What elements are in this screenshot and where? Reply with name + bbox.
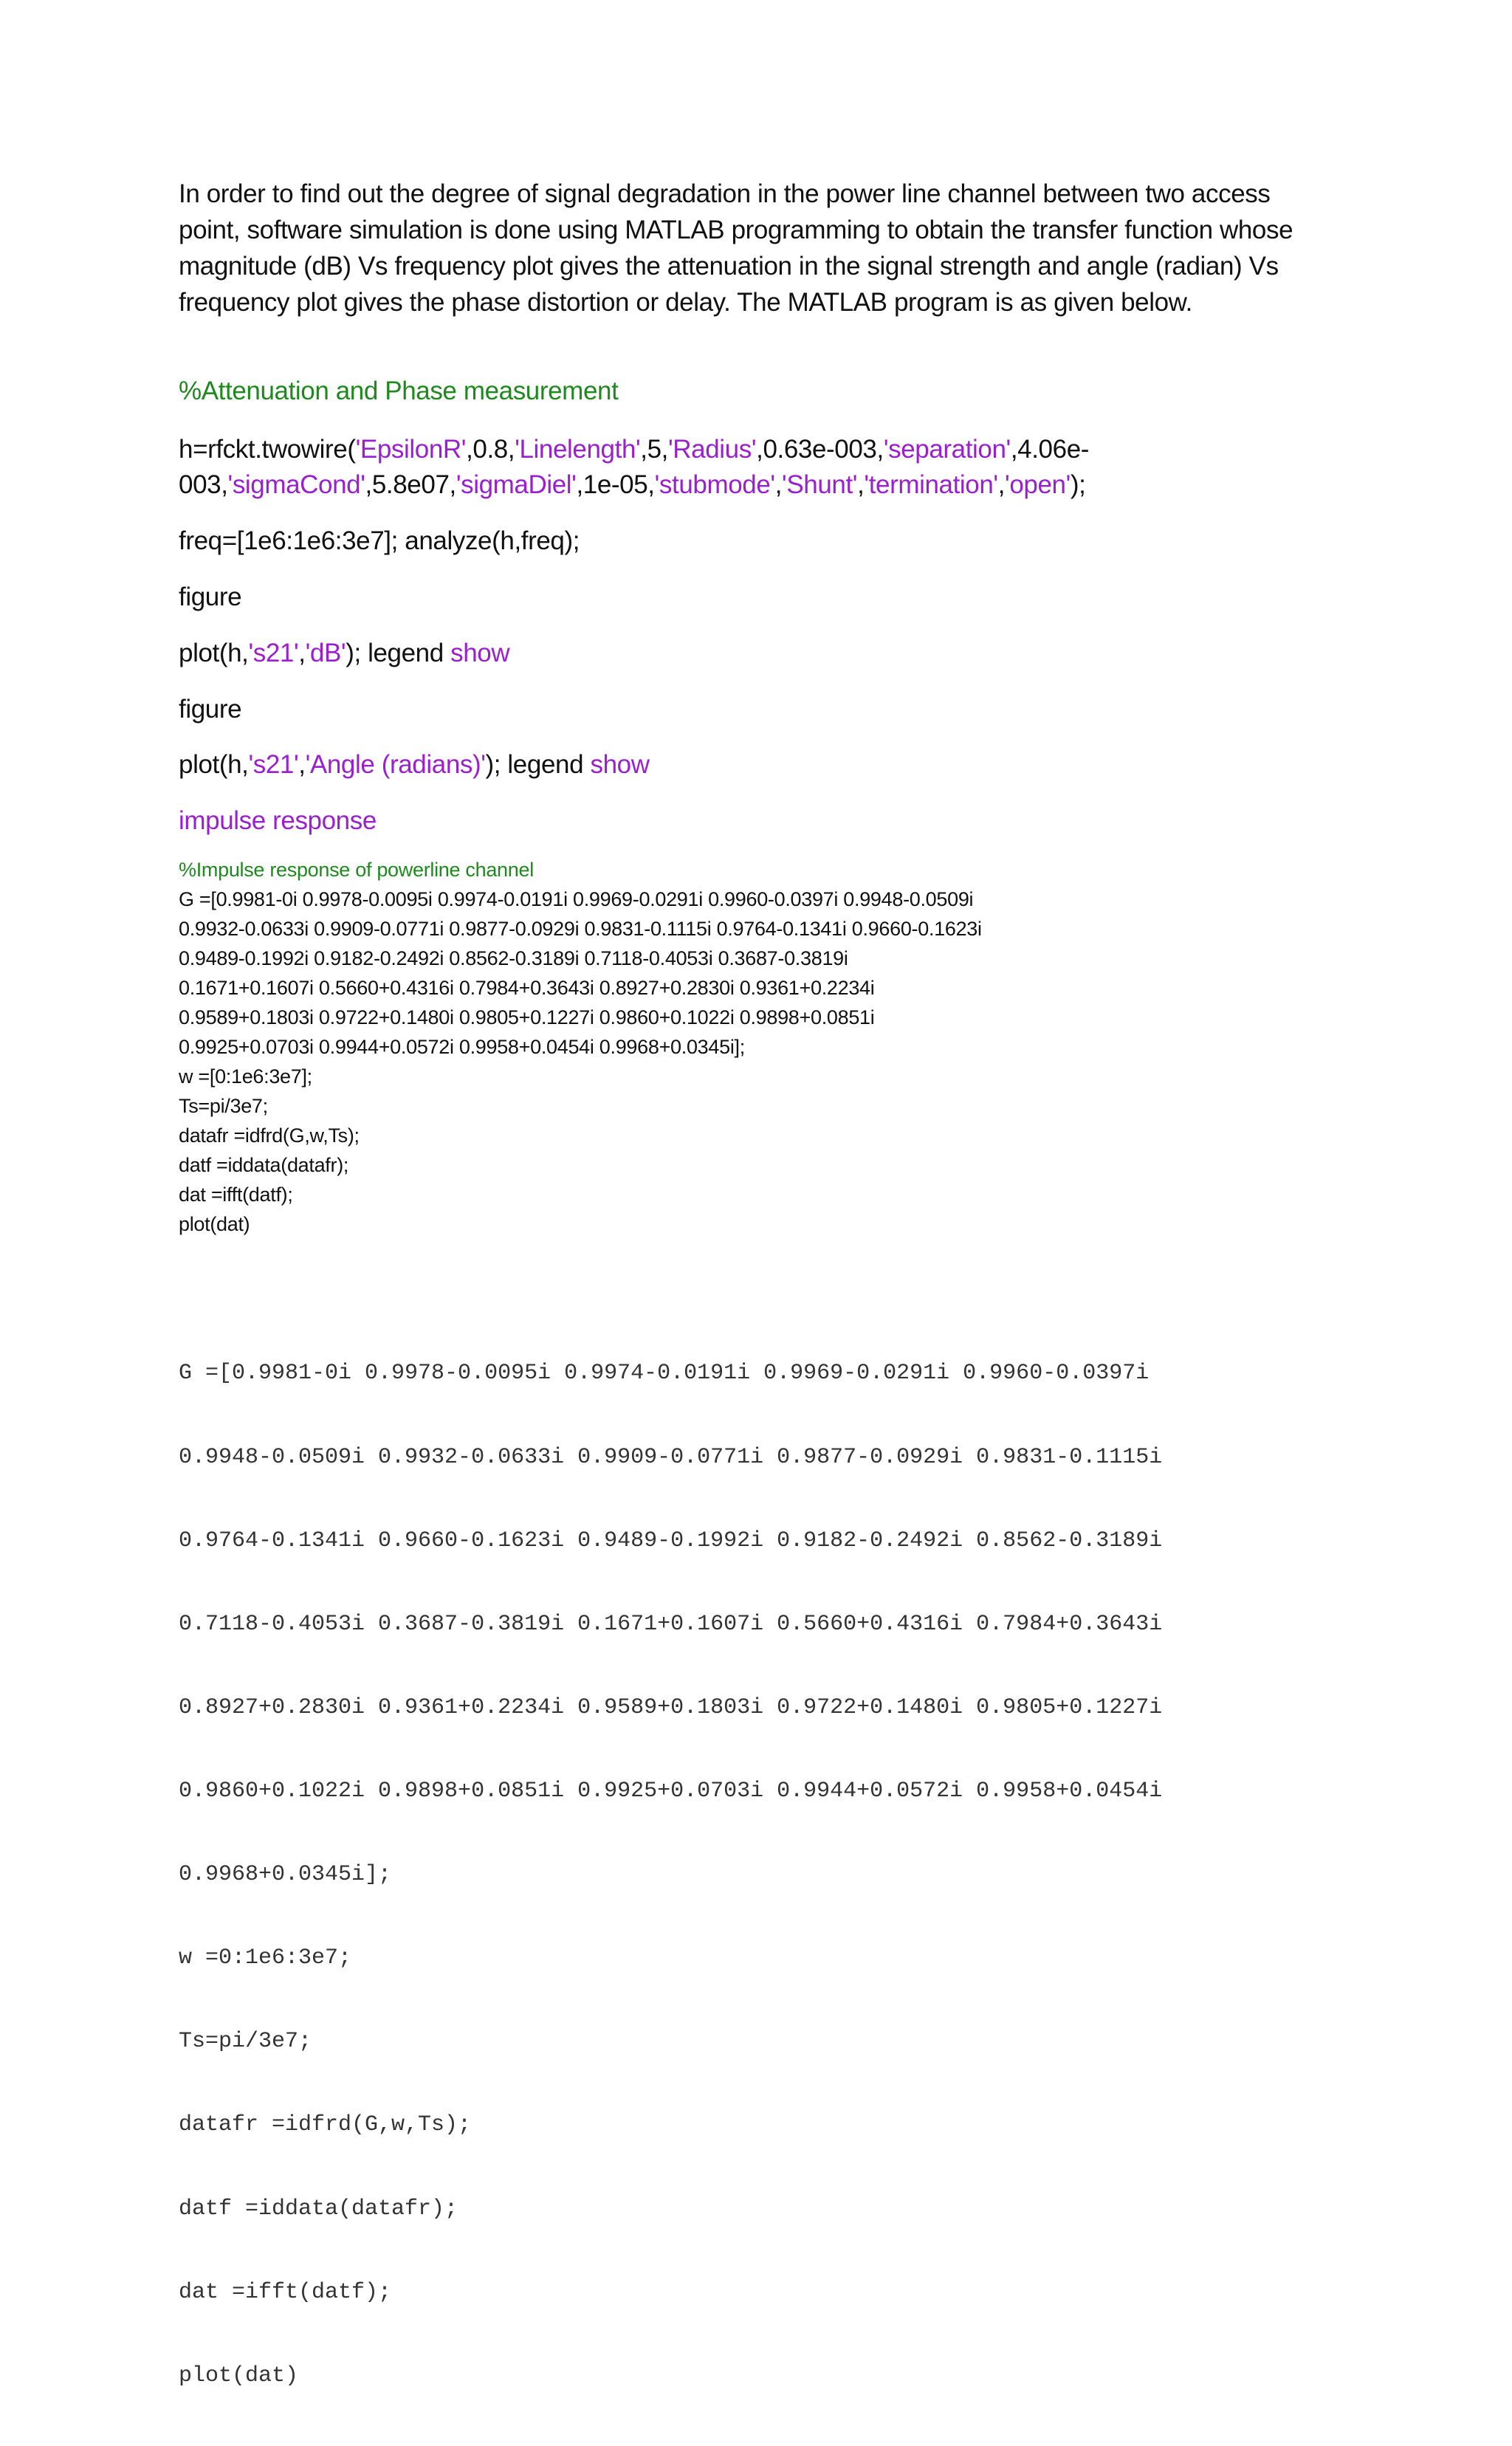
- impulse-code-block: [179, 855, 982, 1239]
- intro-line: magnitude (dB) Vs frequency plot gives the attenuation in the signal strength and angle (radian) Vs: [179, 252, 1279, 281]
- code-line: plot(dat): [179, 1213, 250, 1235]
- code-string: 'Radius': [668, 435, 757, 464]
- code-string: 'stubmode': [654, 470, 775, 499]
- code-line: 0.9932-0.0633i 0.9909-0.0771i 0.9877-0.0929i 0.9831-0.1115i 0.9764-0.1341i 0.9660-0.1623i: [179, 918, 982, 940]
- code-line: datf =iddata(datafr);: [179, 1154, 349, 1176]
- code-line: 0.1671+0.1607i 0.5660+0.4316i 0.7984+0.3643i 0.8927+0.2830i 0.9361+0.2234i: [179, 977, 875, 999]
- code-text: ); legend: [485, 750, 591, 779]
- intro-line: frequency plot gives the phase distortion or delay. The MATLAB program is as given below.: [179, 288, 1192, 317]
- code-line: G =[0.9981-0i 0.9978-0.0095i 0.9974-0.0191i 0.9969-0.0291i 0.9960-0.0397i 0.9948-0.0509i: [179, 888, 974, 910]
- code-line: 0.9968+0.0345i];: [179, 1862, 392, 1888]
- section-comment: %Attenuation and Phase measurement: [179, 377, 619, 405]
- code-line-twowire-2: [179, 467, 1085, 503]
- code-line: 0.9489-0.1992i 0.9182-0.2492i 0.8562-0.3189i 0.7118-0.4053i 0.3687-0.3819i: [179, 947, 848, 969]
- code-text: ); legend: [346, 639, 451, 667]
- code-line: Ts=pi/3e7;: [179, 1095, 268, 1117]
- code-line-figure: figure: [179, 695, 242, 724]
- code-line: 0.8927+0.2830i 0.9361+0.2234i 0.9589+0.1803i 0.9722+0.1480i 0.9805+0.1227i: [179, 1694, 1163, 1720]
- code-line: datafr =idfrd(G,w,Ts);: [179, 2112, 472, 2138]
- code-string: 'Shunt': [782, 470, 858, 499]
- code-line-plot-angle: [179, 746, 650, 783]
- code-string: 'separation': [883, 435, 1011, 464]
- code-line: 0.9925+0.0703i 0.9944+0.0572i 0.9958+0.0454i 0.9968+0.0345i];: [179, 1036, 745, 1058]
- code-line: 0.9948-0.0509i 0.9932-0.0633i 0.9909-0.0771i 0.9877-0.0929i 0.9831-0.1115i: [179, 1444, 1163, 1470]
- impulse-response-heading: impulse response: [179, 806, 377, 835]
- code-text: ,0.63e-003,: [756, 435, 884, 464]
- code-text: ,: [857, 470, 865, 499]
- code-text: ,: [997, 470, 1006, 499]
- code-line: 0.9764-0.1341i 0.9660-0.1623i 0.9489-0.1992i 0.9182-0.2492i 0.8562-0.3189i: [179, 1528, 1163, 1553]
- impulse-comment: %Impulse response of powerline channel: [179, 859, 534, 881]
- code-string: 's21': [248, 639, 299, 667]
- code-line: dat =ifft(datf);: [179, 1184, 293, 1206]
- code-text: ,1e-05,: [576, 470, 655, 499]
- code-text: 003,: [179, 470, 228, 499]
- code-text: h=rfckt.twowire(: [179, 435, 356, 464]
- code-string: 'termination': [864, 470, 998, 499]
- code-line: 0.7118-0.4053i 0.3687-0.3819i 0.1671+0.1607i 0.5660+0.4316i 0.7984+0.3643i: [179, 1611, 1163, 1637]
- code-string: 'dB': [305, 639, 346, 667]
- intro-line: In order to find out the degree of signal degradation in the power line channel between two access: [179, 179, 1271, 208]
- code-keyword: show: [450, 639, 510, 667]
- code-string: 'EpsilonR': [355, 435, 467, 464]
- code-text: ,0.8,: [466, 435, 515, 464]
- code-line: datafr =idfrd(G,w,Ts);: [179, 1124, 360, 1147]
- code-line-freq: freq=[1e6:1e6:3e7]; analyze(h,freq);: [179, 526, 580, 555]
- code-string: 'Linelength': [515, 435, 641, 464]
- code-line-figure: figure: [179, 583, 242, 611]
- code-text: ,5.8e07,: [365, 470, 456, 499]
- code-line: dat =ifft(datf);: [179, 2279, 392, 2305]
- code-string: 'open': [1005, 470, 1071, 499]
- code-text: );: [1070, 470, 1086, 499]
- code-line-plot-db: [179, 635, 509, 671]
- code-text: ,: [298, 750, 306, 779]
- intro-paragraph: [179, 176, 1338, 320]
- monospace-code-block: [179, 1305, 1162, 2446]
- code-line: G =[0.9981-0i 0.9978-0.0095i 0.9974-0.0191i 0.9969-0.0291i 0.9960-0.0397i: [179, 1361, 1150, 1387]
- code-line-twowire-1: [179, 431, 1089, 467]
- code-text: ,4.06e-: [1010, 435, 1090, 464]
- code-line: plot(dat): [179, 2363, 299, 2388]
- code-string: 'sigmaDiel': [456, 470, 577, 499]
- code-text: plot(h,: [179, 639, 249, 667]
- code-line: 0.9860+0.1022i 0.9898+0.0851i 0.9925+0.0703i 0.9944+0.0572i 0.9958+0.0454i: [179, 1778, 1163, 1804]
- code-string: 'sigmaCond': [227, 470, 365, 499]
- code-line: 0.9589+0.1803i 0.9722+0.1480i 0.9805+0.1227i 0.9860+0.1022i 0.9898+0.0851i: [179, 1006, 875, 1028]
- code-line: w =0:1e6:3e7;: [179, 1945, 352, 1971]
- code-text: ,: [774, 470, 783, 499]
- code-line: w =[0:1e6:3e7];: [179, 1065, 312, 1088]
- code-string: 's21': [248, 750, 299, 779]
- intro-line: point, software simulation is done using MATLAB programming to obtain the transfer function whose: [179, 216, 1293, 244]
- code-line: datf =iddata(datafr);: [179, 2196, 458, 2222]
- code-text: plot(h,: [179, 750, 249, 779]
- code-text: ,: [298, 639, 306, 667]
- code-text: ,5,: [640, 435, 669, 464]
- code-line: Ts=pi/3e7;: [179, 2029, 312, 2055]
- code-string: 'Angle (radians)': [305, 750, 486, 779]
- code-keyword: show: [590, 750, 650, 779]
